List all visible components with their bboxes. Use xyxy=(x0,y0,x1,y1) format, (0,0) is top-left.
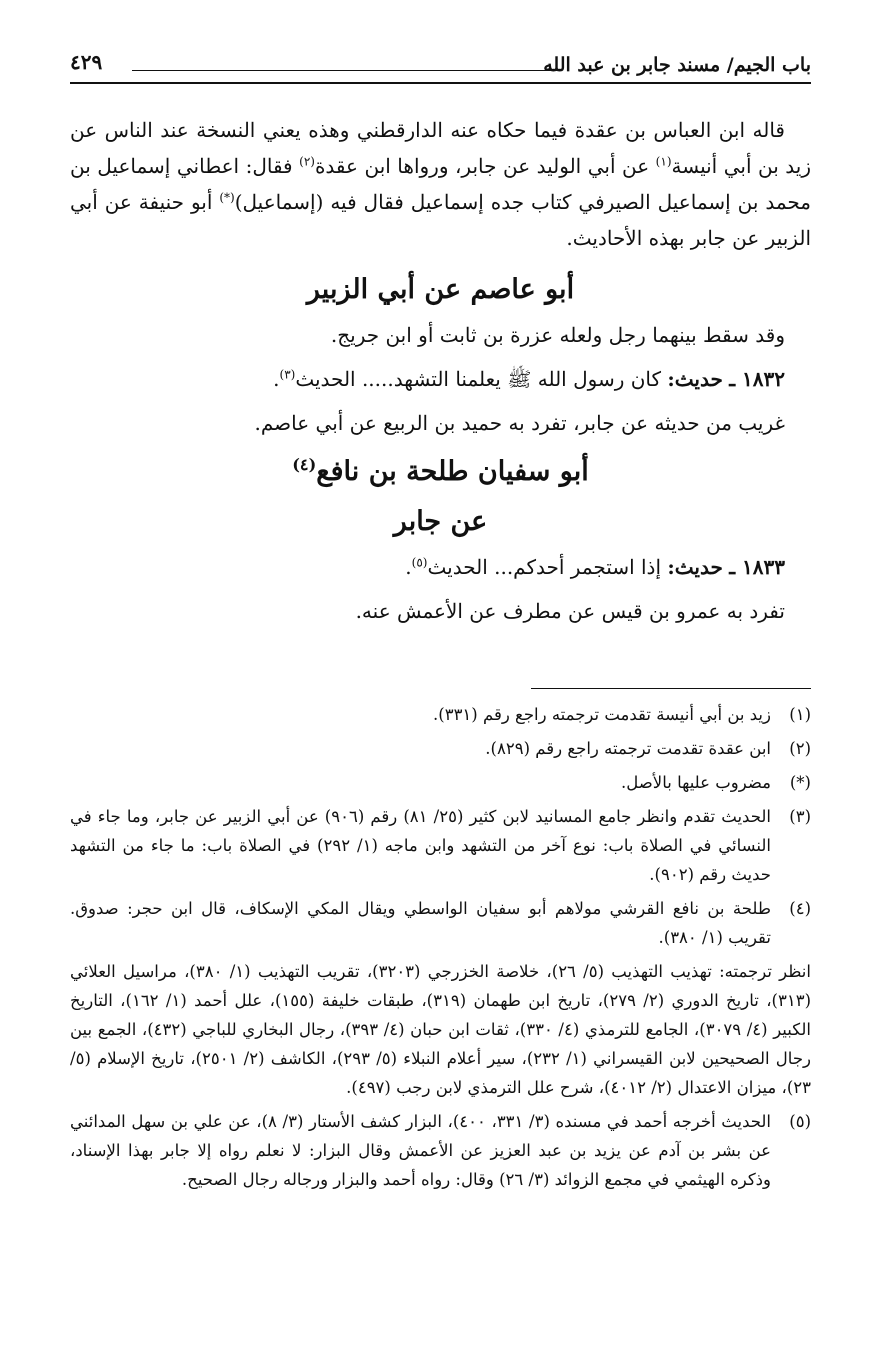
footnote-item xyxy=(70,768,811,797)
hadith-1833 xyxy=(70,552,785,582)
hadith-end: . xyxy=(273,367,280,391)
footnote-mark: (٣) xyxy=(789,807,811,826)
footnote-continuation: انظر ترجمته: تهذيب التهذيب (٥/ ٢٦)، خلاصة الخزرجي (٣٢٠٣)، تقريب التهذيب (١/ ٣٨٠)، مراسيل العلائي (٣١٣)، تاريخ الدوري (٢/ ٢٧٩)، تاريخ ابن طهمان (٣١٩)، طبقات خليفة (١٥٥)، علل أحمد (١/ ١٦٢)، التاريخ الكبير (٤/ ٣٠٧٩)، الجامع للترمذي (٤/ ٣٣٠)، ثقات ابن حبان (٤/ ٣٩٣)، رجال البخاري للباجي (٤٣٢)، الجمع بين رجال الصحيحين لابن القيسراني (١/ ٢٣٢)، سير أعلام النبلاء (٥/ ٢٩٣)، الكاشف (٢/ ٢٥٠١)، تاريخ الإسلام (٥/ ٢٣)، ميزان الاعتدال (٢/ ٤٠١٢)، شرح علل الترمذي لابن رجب (٤٩٧). xyxy=(70,962,811,1097)
hadith-end: . xyxy=(405,555,412,579)
footnote-mark: (١) xyxy=(789,705,811,724)
footnote-text: طلحة بن نافع القرشي مولاهم أبو سفيان الواسطي ويقال المكي الإسكاف، قال ابن حجر: صدوق. تقريب (١/ ٣٨٠). xyxy=(70,899,771,947)
hadith-1832 xyxy=(70,364,785,394)
footnotes xyxy=(70,700,811,1199)
footnote-text: ابن عقدة تقدمت ترجمته راجع رقم (٨٢٩). xyxy=(485,739,771,758)
footnote-ref-2[interactable]: (٢) xyxy=(299,154,315,169)
running-header xyxy=(70,48,811,84)
section-note: وقد سقط بينهما رجل ولعله عزرة بن ثابت أو ابن جريج. xyxy=(330,323,785,347)
heading-text: أبو سفيان طلحة بن نافع xyxy=(316,456,589,487)
intro-text-3: فقال: اعطاني إسماعيل بن محمد بن إسماعيل الصيرفي كتاب جده إسماعيل فقال فيه (إسماعيل) xyxy=(70,154,812,214)
hadith-number: ١٨٣٣ ـ xyxy=(729,555,785,579)
page-number: ٤٢٩ xyxy=(70,50,103,74)
footnote-text: الحديث أخرجه أحمد في مسنده (٣/ ٣٣١، ٤٠٠)، البزار كشف الأستار (٣/ ٨)، عن علي بن سهل المدائني عن بشر بن آدم عن يزيد بن عبد العزيز عن الأعمش وقال البزار: لا نعلم رواه إلا جابر بهذا الإسناد، وذكره الهيثمي في مجمع الزوائد (٣/ ٢٦) وقال: رواه أحمد والبزار ورجاله رجال الصحيح. xyxy=(70,1112,772,1189)
footnote-item xyxy=(70,802,811,889)
intro-paragraph xyxy=(70,112,811,256)
hadith-comment: غريب من حديثه عن جابر، تفرد به حميد بن الربيع عن أبي عاصم. xyxy=(254,411,785,435)
hadith-label: حديث: xyxy=(667,555,723,579)
footnote-item xyxy=(70,734,811,763)
main-text xyxy=(70,112,811,626)
footnote-mark: (٤) xyxy=(789,899,811,918)
subheading-an-jabir: عن جابر xyxy=(393,506,488,537)
section-heading-abu-asim: أبو عاصم عن أبي الزبير xyxy=(306,274,575,305)
hadith-text: كان رسول الله ﷺ يعلمنا التشهد..... الحديث xyxy=(295,367,668,391)
hadith-label: حديث: xyxy=(667,367,723,391)
section-heading-talha xyxy=(70,452,811,492)
chapter-title: باب الجيم/ مسند جابر بن عبد الله xyxy=(543,54,811,76)
header-rule xyxy=(132,70,561,71)
footnote-ref-3[interactable]: (٣) xyxy=(279,367,296,382)
footnote-item xyxy=(70,1107,811,1194)
footnote-ref-4[interactable]: (٤) xyxy=(292,455,317,474)
footnote-text: زيد بن أبي أنيسة تقدمت ترجمته راجع رقم (٣٣١). xyxy=(433,705,771,724)
footnote-mark: (٥) xyxy=(789,1112,811,1131)
intro-text-2: عن أبي الوليد عن جابر، ورواها ابن عقدة xyxy=(314,154,656,178)
footnote-mark: (*) xyxy=(789,773,811,792)
intro-text-4: أبو حنيفة عن أبي الزبير عن جابر بهذه الأحاديث. xyxy=(70,190,811,250)
hadith-number: ١٨٣٢ ـ xyxy=(729,367,785,391)
footnote-text: مضروب عليها بالأصل. xyxy=(621,773,771,792)
footnote-item xyxy=(70,894,811,952)
hadith-text: إذا استجمر أحدكم... الحديث xyxy=(427,555,668,579)
footnote-ref-1[interactable]: (١) xyxy=(655,154,672,169)
footnote-ref-5[interactable]: (٥) xyxy=(411,555,428,570)
intro-text-1: قاله ابن العباس بن عقدة فيما حكاه عنه الدارقطني وهذه يعني النسخة عند الناس عن زيد بن أبي أنيسة xyxy=(70,118,812,178)
footnote-ref-star[interactable]: (*) xyxy=(219,190,235,205)
footnote-mark: (٢) xyxy=(789,739,811,758)
hadith-comment: تفرد به عمرو بن قيس عن مطرف عن الأعمش عنه. xyxy=(355,599,785,623)
footnote-text: الحديث تقدم وانظر جامع المسانيد لابن كثير (٢٥/ ٨١) رقم (٩٠٦) عن أبي الزبير عن جابر، وما جاء في النسائي في الصلاة باب: نوع آخر من التشهد وابن ماجه (١/ ٢٩٢) في الصلاة باب: ما جاء من التشهد حديث رقم (٩٠٢). xyxy=(70,807,771,884)
footnote-item xyxy=(70,700,811,729)
footnote-separator xyxy=(531,688,811,689)
